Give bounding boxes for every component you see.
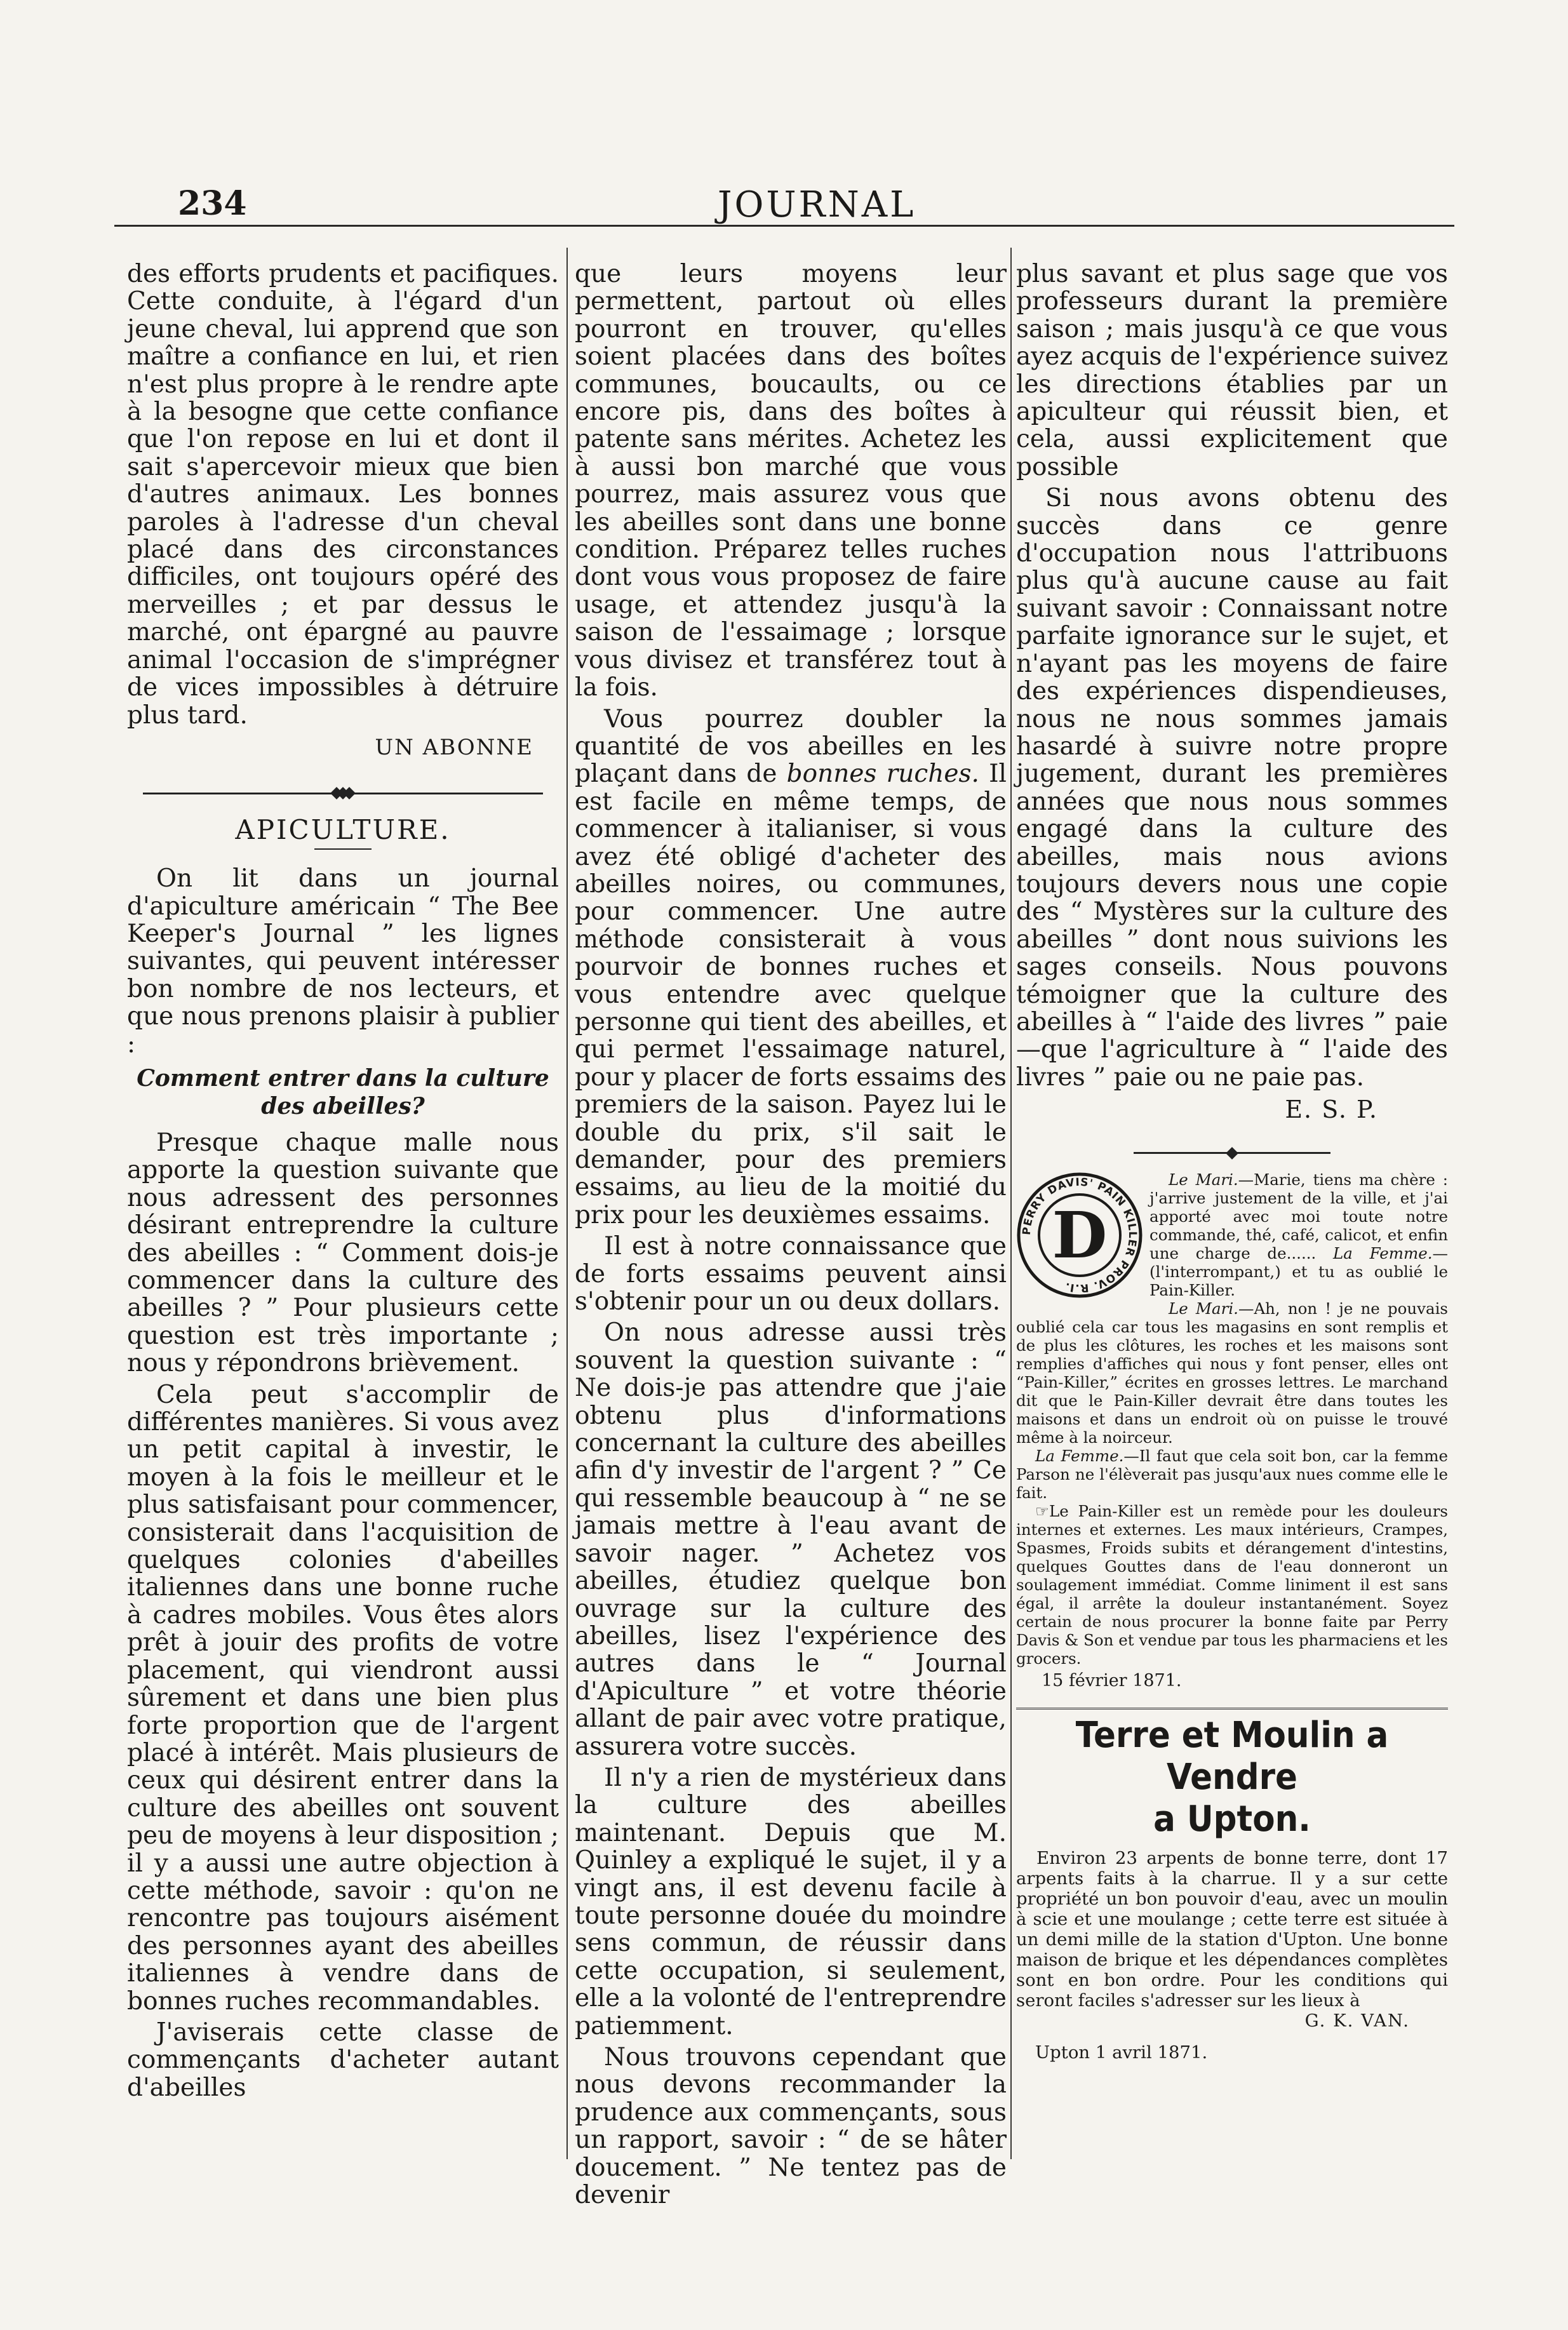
pain-killer-logo-icon (1016, 1172, 1143, 1299)
paragraph: Presque chaque malle nous apporte la question suivante que nous adressent des personnes désirant entreprendre la culture des abeilles : “ Comment dois-je commencer dans la culture des abeilles ? ” Pour plusieurs cette question est très importante ; nous y répondrons brièvement. (127, 1128, 559, 1378)
farm-sale-body: Environ 23 arpents de bonne terre, dont 17 arpents faits à la charrue. Il y a sur cette propriété un bon pouvoir d'eau, avec un moulin à scie et une moulange ; cette terre est située à un demi mille de la station d'Upton. Une bonne maison de brique et les dépendances complètes sont en bon ordre. Pour les conditions qui seront faciles s'adresser sur les lieux à (1016, 1848, 1448, 2011)
intro-paragraph: On lit dans un journal d'apiculture américain “ The Bee Keeper's Journal ” les lignes suivantes, qui peuvent intéresser bon nombre de nos lecteurs, et que nous prenons plaisir à publier : (127, 864, 559, 1059)
paragraph: J'aviserais cette classe de commençants d'acheter autant d'abeilles (127, 2018, 559, 2102)
farm-sale-signature: G. K. VAN. (1304, 2011, 1410, 2031)
section-title-apiculture: APICULTURE. (235, 813, 451, 845)
ad-dialogue: Le Mari.—Ah, non ! je ne pouvais oublié cela car tous les magasins en sont remplis et de plus les clôtures, les roches et les maisons sont remplies d'affiches qui nous y font penser, elles ont “Pain-Killer,” écrites en grosses lettres. Le marchand dit que le Pain-Killer devrait être dans toutes les maisons et dans un endroit où on puisse le trouvé même à la noirceur. (1016, 1299, 1448, 1447)
article-subhead: Comment entrer dans la culture des abeilles? (137, 1064, 549, 1120)
column-divider-2 (1010, 248, 1012, 2159)
paragraph: On nous adresse aussi très souvent la question suivante : “ Ne dois-je pas attendre que j'aie obtenu plus d'informations concernant la culture des abeilles afin d'y investir de l'argent ? ” Ce qui ressemble beaucoup à “ ne se jamais mettre à l'eau avant de savoir nager. ” Achetez vos abeilles, étudiez quelque bon ouvrage sur la culture des abeilles, lisez l'expérience des autres dans le “ Journal d'Apiculture ” et votre théorie allant de pair avec votre pratique, assurera votre succès. (575, 1318, 1007, 1761)
paragraph: Nous trouvons cependant que nous devons recommander la prudence aux commençants, sous un rapport, savoir : “ de se hâter doucement. ” Ne tentez pas de devenir (575, 2043, 1007, 2210)
svg-text:PERRY DAVIS' PAIN KILLER PROV.: PERRY DAVIS' PAIN KILLER PROV. R.I. (1020, 1175, 1139, 1295)
ad-dialogue: Le Mari.—Marie, tiens ma chère : j'arrive justement de la ville, et j'ai apporté avec moi toute notre commande, thé, café, calicot, et enfin une charge de...... La Femme.—(l'interrompant,) et tu as oublié le Pain-Killer. (1149, 1170, 1448, 1299)
pain-killer-advertisement (1016, 1170, 1448, 1690)
column-3 (1016, 260, 1448, 2063)
page-number: 234 (178, 184, 247, 223)
farm-sale-notice (1016, 1848, 1448, 2063)
signature-abonne: UN ABONNE (375, 734, 533, 760)
page-header (114, 184, 1454, 235)
paragraph: Cela peut s'accomplir de différentes manières. Si vous avez un petit capital à investir, le moyen à la fois le meilleur et le plus satisfaisant pour commencer, consisterait dans l'acquisition de quelques colonies d'abeilles italiennes dans une bonne ruche à cadres mobiles. Vous êtes alors prêt à jouir des profits de votre placement, qui viendront aussi sûrement et dans une bien plus forte proportion que de l'argent placé à intérêt. Mais plusieurs de ceux qui désirent entrer dans la culture des abeilles ont souvent peu de moyens à leur disposition ; il y a aussi une autre objection à cette méthode, savoir : qu'on ne rencontre pas toujours aisément des personnes ayant des abeilles italiennes à vendre dans de bonnes ruches recommandables. (127, 1380, 559, 2016)
signature-esp: E. S. P. (1285, 1095, 1378, 1124)
ad-date: 15 février 1871. (1042, 1671, 1182, 1691)
horse-paragraph: des efforts prudents et pacifiques. Cette conduite, à l'égard d'un jeune cheval, lui apprend que son maître a confiance en lui, et rien n'est plus propre à le rendre apte à la besogne que cette confiance que l'on repose en lui et dont il sait s'apercevoir mieux que bien d'autres animaux. Les bonnes paroles à l'adresse d'un cheval placé dans des circonstances difficiles, ont toujours opéré des merveilles ; et par dessus le marché, ont épargné au pauvre animal l'occasion de s'imprégner de vices impossibles à détruire plus tard. (127, 260, 559, 730)
italic-phrase: bonnes ruches. (786, 760, 979, 789)
journal-title: JOURNAL (718, 184, 916, 225)
column-2 (575, 260, 1007, 2213)
paragraph: Il est à notre connaissance que de forts essaims peuvent ainsi s'obtenir pour un ou deux dollars. (575, 1232, 1007, 1316)
paragraph: Vous pourrez doubler la quantité de vos abeilles en les plaçant dans de bonnes ruches. Il est facile en même temps, de commencer à italianiser, si vous avez été obligé d'acheter des abeilles noires, ou communes, pour commencer. Une autre méthode consisterait à vous pourvoir de bonnes ruches et vous entendre avec quelque personne qui tient des abeilles, et qui permet l'essaimage naturel, pour y placer de forts essaims des premiers de la saison. Payez lui le double du prix, s'il sait le demander, pour des premiers essaims, au lieu de la moitié du prix pour les deuxièmes essaims. (575, 704, 1007, 1229)
paragraph: plus savant et plus sage que vos professeurs durant la première saison ; mais jusqu'à ce que vous ayez acquis de l'expérience suivez les directions établies par un apiculteur qui réussit bien, et cela, aussi explicitement que possible (1016, 260, 1448, 481)
paragraph: que leurs moyens leur permettent, partout où elles pourront en trouver, qu'elles soient placées dans des boîtes communes, boucaults, ou ce encore pis, dans des boîtes à patente sans mérites. Achetez les à aussi bon marché que vous pourrez, mais assurez vous que les abeilles sont dans une bonne condition. Préparez telles ruches dont vous vous proposez de faire usage, et attendez jusqu'à la saison de l'essaimage ; lorsque vous divisez et transférez tout à la fois. (575, 260, 1007, 702)
column-divider-1 (566, 248, 568, 2159)
paragraph: Il n'y a rien de mystérieux dans la culture des abeilles maintenant. Depuis que M. Quinley a expliqué le sujet, il y a vingt ans, il est devenu facile à toute personne douée du moindre sens commun, de réussir dans cette occupation, si seulement, elle a la volonté de l'entreprendre patiemment. (575, 1763, 1007, 2040)
farm-sale-title: Terre et Moulin a Vendre a Upton. (1075, 1715, 1389, 1840)
farm-sale-date: Upton 1 avril 1871. (1035, 2042, 1208, 2063)
ornament-divider (1016, 1138, 1448, 1165)
section-divider (1016, 1708, 1448, 1710)
svg-text:D: D (1052, 1198, 1108, 1273)
paragraph: Si nous avons obtenu des succès dans ce genre d'occupation nous l'attribuons plus qu'à aucune cause au fait suivant savoir : Connaissant notre parfaite ignorance sur le sujet, et n'ayant pas les moyens de faire des expériences dispendieuses, nous ne nous sommes jamais hasardé à suivre notre propre jugement, durant les premières années que nous nous sommes engagé dans la culture des abeilles, mais nous avions toujours devers nous une copie des “ Mystères sur la culture des abeilles ” dont nous suivions les sages conseils. Nous pouvons témoigner que la culture des abeilles à “ l'aide des livres ” paie—que l'agriculture à “ l'aide des livres ” paie ou ne paie pas. (1016, 484, 1448, 1092)
ad-body: ☞Le Pain-Killer est un remède pour les douleurs internes et externes. Les maux intérieurs, Crampes, Spasmes, Froids subits et dérangement d'intestins, quelques Gouttes dans de l'eau donneront un soulagement immédiat. Comme liniment il est sans égal, il arrête la douleur instantanément. Soyez certain de nous procurer la bonne faite par Perry Davis & Son et vendue par tous les pharmaciens et les grocers. (1016, 1502, 1448, 1668)
header-rule (114, 225, 1454, 227)
ad-dialogue: La Femme.—Il faut que cela soit bon, car la femme Parson ne l'élèverait pas jusqu'aux nues comme elle le fait. (1016, 1447, 1448, 1502)
short-rule (314, 848, 372, 850)
ornament-divider (127, 778, 559, 805)
column-1 (127, 260, 559, 2105)
